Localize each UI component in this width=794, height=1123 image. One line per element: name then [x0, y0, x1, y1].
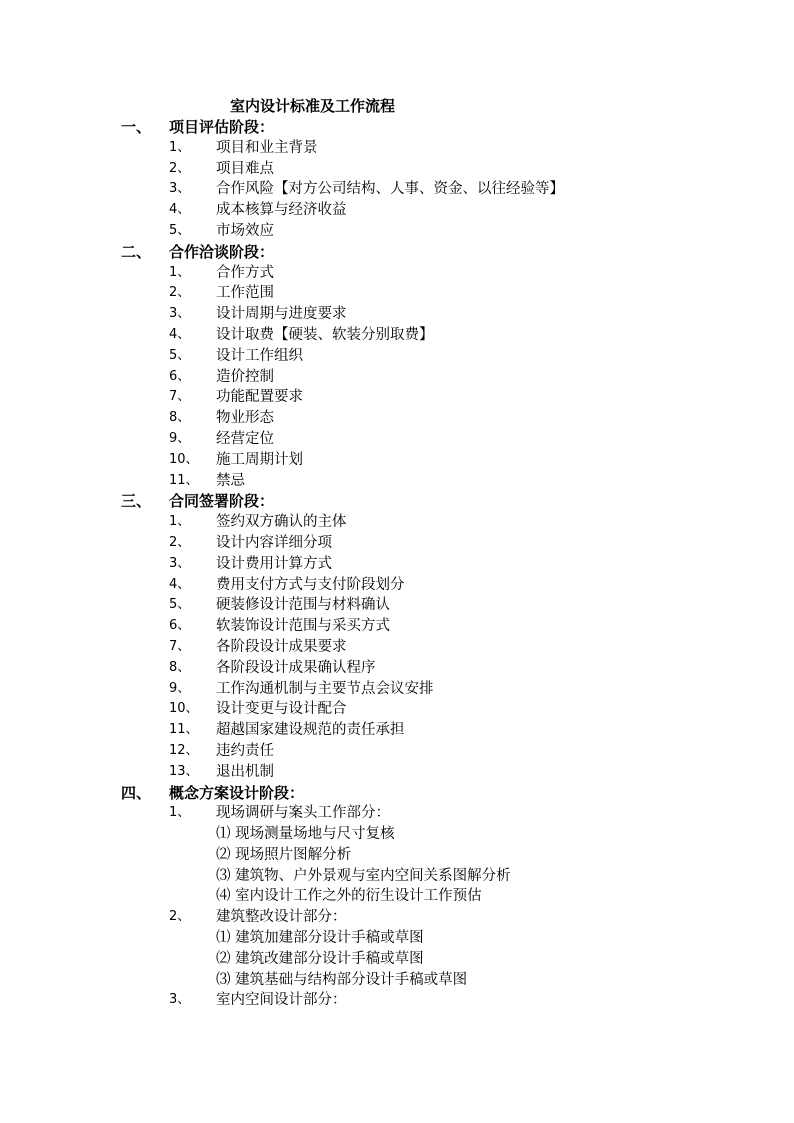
section-title: 合作洽谈阶段： [169, 242, 275, 261]
list-item [0, 138, 794, 159]
section-number: 一、 [121, 118, 152, 136]
list-item [0, 990, 794, 1011]
item-text: 物业形态 [216, 410, 274, 427]
item-text: 退出机制 [216, 763, 274, 780]
section-number: 二、 [121, 242, 152, 261]
item-number: 3、 [169, 181, 191, 197]
sub-item-text: ⑵ 现场照片图解分析 [216, 846, 352, 863]
item-text: 设计周期与进度要求 [216, 306, 347, 323]
list-item [0, 200, 794, 221]
item-text: 各阶段设计成果确认程序 [216, 659, 376, 676]
item-text: 工作范围 [216, 285, 274, 302]
item-number: 10、 [169, 451, 199, 467]
section-heading [0, 117, 794, 138]
item-number: 8、 [169, 659, 191, 675]
item-text: 各阶段设计成果要求 [216, 638, 347, 655]
item-number: 1、 [169, 139, 191, 155]
item-text: 经营定位 [216, 430, 274, 447]
item-number: 10、 [169, 701, 199, 717]
sub-item [0, 866, 794, 887]
list-item [0, 367, 794, 388]
item-number: 2、 [169, 160, 191, 176]
sub-item-text: ⑶ 建筑基础与结构部分设计手稿或草图 [216, 971, 468, 988]
list-item [0, 387, 794, 408]
item-text: 签约双方确认的主体 [216, 514, 347, 531]
item-text: 禁忌 [216, 472, 245, 489]
sub-item-text: ⑶ 建筑物、户外景观与室内空间关系图解分析 [216, 867, 511, 884]
list-item [0, 512, 794, 533]
item-text: 违约责任 [216, 742, 274, 759]
item-text: 费用支付方式与支付阶段划分 [216, 576, 405, 593]
section-heading [0, 242, 794, 263]
item-text: 设计内容详细分项 [216, 534, 332, 551]
list-item [0, 450, 794, 471]
list-item [0, 429, 794, 450]
list-item [0, 699, 794, 720]
item-number: 5、 [169, 347, 191, 363]
item-text: 超越国家建设规范的责任承担 [216, 722, 405, 739]
list-item [0, 907, 794, 928]
item-text: 设计费用计算方式 [216, 555, 332, 572]
list-item [0, 346, 794, 367]
item-text: 功能配置要求 [216, 389, 303, 406]
item-text: 项目难点 [216, 160, 274, 177]
item-number: 1、 [169, 514, 191, 530]
list-item [0, 616, 794, 637]
section-title: 合同签署阶段： [169, 492, 275, 511]
item-number: 2、 [169, 534, 191, 550]
list-item [0, 533, 794, 554]
item-text: 项目和业主背景 [216, 139, 318, 156]
item-number: 12、 [169, 742, 199, 758]
list-item [0, 304, 794, 325]
item-number: 4、 [169, 576, 191, 592]
sub-item [0, 886, 794, 907]
item-number: 13、 [169, 763, 199, 779]
item-number: 2、 [169, 909, 191, 925]
list-item [0, 679, 794, 700]
item-text: 合作风险【对方公司结构、人事、资金、以往经验等】 [216, 181, 564, 198]
section-heading [0, 491, 794, 512]
list-item [0, 595, 794, 616]
list-item [0, 720, 794, 741]
item-number: 11、 [169, 722, 199, 738]
sub-item [0, 970, 794, 991]
list-item [0, 263, 794, 284]
item-number: 3、 [169, 306, 191, 322]
sub-item-text: ⑴ 建筑加建部分设计手稿或草图 [216, 930, 424, 947]
item-text: 软装饰设计范围与采买方式 [216, 618, 390, 635]
item-number: 8、 [169, 410, 191, 426]
sub-item-text: ⑴ 现场测量场地与尺寸复核 [216, 826, 395, 843]
item-text: 施工周期计划 [216, 451, 303, 468]
item-number: 3、 [169, 992, 191, 1008]
item-number: 3、 [169, 555, 191, 571]
item-number: 1、 [169, 264, 191, 280]
item-text: 合作方式 [216, 264, 274, 281]
item-number: 2、 [169, 285, 191, 301]
list-item [0, 575, 794, 596]
item-number: 5、 [169, 597, 191, 613]
item-number: 7、 [169, 638, 191, 654]
sub-item-text: ⑵ 建筑改建部分设计手稿或草图 [216, 950, 424, 967]
section-title: 概念方案设计阶段： [169, 783, 305, 802]
list-item [0, 471, 794, 492]
list-item [0, 221, 794, 242]
list-item [0, 179, 794, 200]
item-number: 11、 [169, 472, 199, 488]
item-number: 6、 [169, 368, 191, 384]
item-number: 6、 [169, 618, 191, 634]
section-number: 四、 [121, 783, 152, 802]
item-text: 设计工作组织 [216, 347, 303, 364]
sub-item [0, 845, 794, 866]
item-text: 建筑整改设计部分： [216, 909, 347, 926]
list-item [0, 637, 794, 658]
document-body [0, 117, 794, 1011]
list-item [0, 658, 794, 679]
section-heading [0, 783, 794, 804]
item-text: 现场调研与案头工作部分： [216, 805, 390, 822]
item-text: 市场效应 [216, 222, 274, 239]
item-text: 工作沟通机制与主要节点会议安排 [216, 680, 434, 697]
document-title: 室内设计标准及工作流程 [230, 97, 396, 115]
sub-item [0, 949, 794, 970]
sub-item [0, 824, 794, 845]
list-item [0, 325, 794, 346]
item-text: 硬装修设计范围与材料确认 [216, 597, 390, 614]
item-number: 4、 [169, 202, 191, 218]
item-text: 造价控制 [216, 368, 274, 385]
section-title: 项目评估阶段： [169, 118, 275, 136]
item-number: 4、 [169, 326, 191, 342]
item-text: 成本核算与经济收益 [216, 202, 347, 219]
item-number: 9、 [169, 680, 191, 696]
list-item [0, 803, 794, 824]
sub-item-text: ⑷ 室内设计工作之外的衍生设计工作预估 [216, 888, 482, 905]
item-number: 9、 [169, 430, 191, 446]
item-number: 1、 [169, 805, 191, 821]
list-item [0, 554, 794, 575]
item-text: 设计变更与设计配合 [216, 701, 347, 718]
item-number: 7、 [169, 389, 191, 405]
list-item [0, 159, 794, 180]
sub-item [0, 928, 794, 949]
list-item [0, 408, 794, 429]
list-item [0, 283, 794, 304]
list-item [0, 762, 794, 783]
item-text: 室内空间设计部分： [216, 992, 347, 1009]
list-item [0, 741, 794, 762]
item-number: 5、 [169, 222, 191, 238]
section-number: 三、 [121, 492, 152, 511]
item-text: 设计取费【硬装、软装分别取费】 [216, 326, 434, 343]
